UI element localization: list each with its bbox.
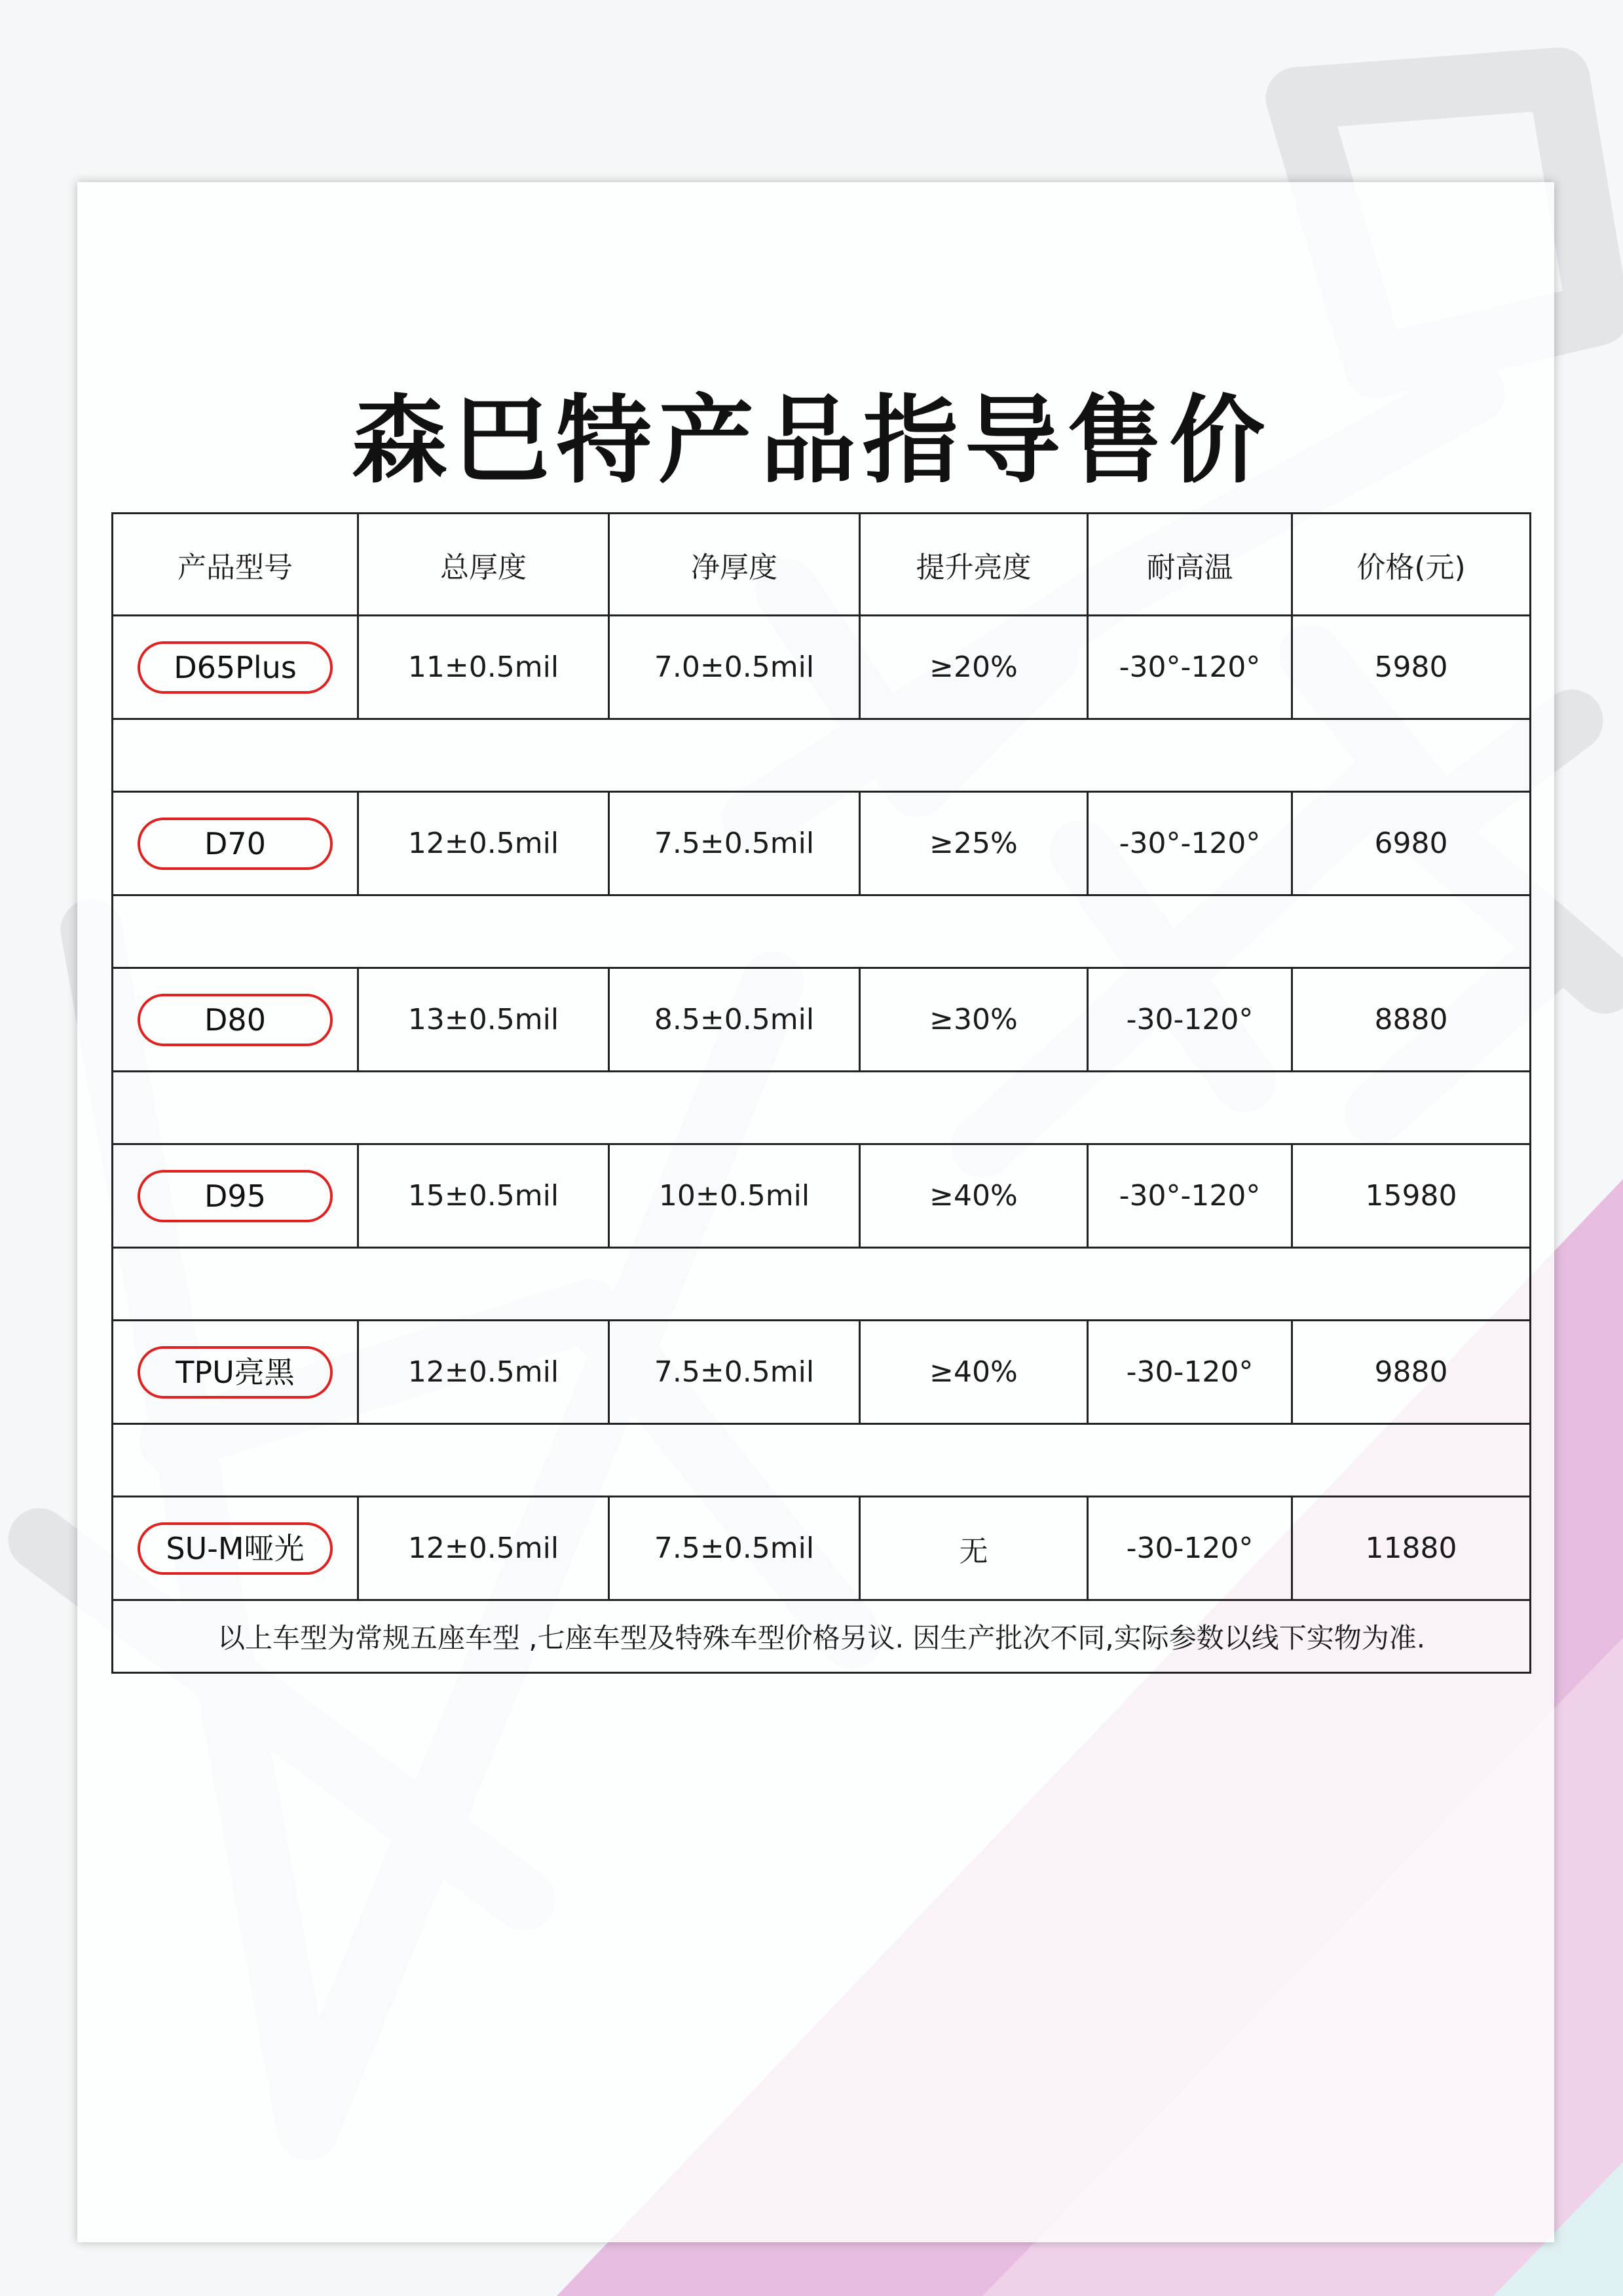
- model-badge: D80: [138, 994, 333, 1046]
- brightness-cell: ≥40%: [860, 1321, 1088, 1424]
- net-thickness-cell: 7.0±0.5mil: [609, 616, 860, 719]
- total-thickness-cell: 12±0.5mil: [358, 792, 609, 895]
- price-table: [111, 512, 1531, 1674]
- total-thickness-cell: 15±0.5mil: [358, 1144, 609, 1248]
- temperature-cell: -30-120°: [1088, 968, 1292, 1072]
- price-cell: 9880: [1292, 1321, 1531, 1424]
- temperature-cell: -30°-120°: [1088, 1144, 1292, 1248]
- table-header-row: [113, 514, 1531, 616]
- header-price: 价格(元): [1292, 514, 1531, 616]
- table-row: [113, 1144, 1531, 1248]
- header-temperature: 耐高温: [1088, 514, 1292, 616]
- spacer-row: [113, 895, 1531, 968]
- footnote-row: [113, 1600, 1531, 1673]
- table-row: [113, 968, 1531, 1072]
- temperature-cell: -30-120°: [1088, 1497, 1292, 1600]
- footnote-text: 以上车型为常规五座车型 ,七座车型及特殊车型价格另议. 因生产批次不同,实际参数以线下实物为准.: [113, 1600, 1531, 1673]
- table-row: [113, 1321, 1531, 1424]
- brightness-cell: ≥25%: [860, 792, 1088, 895]
- brightness-cell: ≥30%: [860, 968, 1088, 1072]
- spacer-row: [113, 719, 1531, 792]
- price-cell: 6980: [1292, 792, 1531, 895]
- spacer-row: [113, 1072, 1531, 1144]
- model-badge: TPU亮黑: [138, 1346, 333, 1399]
- spacer-row: [113, 1424, 1531, 1497]
- total-thickness-cell: 11±0.5mil: [358, 616, 609, 719]
- price-cell: 8880: [1292, 968, 1531, 1072]
- model-badge: SU-M哑光: [138, 1522, 333, 1575]
- price-cell: 5980: [1292, 616, 1531, 719]
- temperature-cell: -30-120°: [1088, 1321, 1292, 1424]
- brightness-cell: 无: [860, 1497, 1088, 1600]
- table-row: [113, 792, 1531, 895]
- net-thickness-cell: 7.5±0.5mil: [609, 792, 860, 895]
- model-badge: D65Plus: [138, 641, 333, 694]
- total-thickness-cell: 12±0.5mil: [358, 1497, 609, 1600]
- net-thickness-cell: 10±0.5mil: [609, 1144, 860, 1248]
- header-net-thickness: 净厚度: [609, 514, 860, 616]
- page-title: 森巴特产品指导售价: [352, 385, 1271, 497]
- header-brightness: 提升亮度: [860, 514, 1088, 616]
- net-thickness-cell: 7.5±0.5mil: [609, 1321, 860, 1424]
- total-thickness-cell: 13±0.5mil: [358, 968, 609, 1072]
- total-thickness-cell: 12±0.5mil: [358, 1321, 609, 1424]
- price-cell: 11880: [1292, 1497, 1531, 1600]
- net-thickness-cell: 8.5±0.5mil: [609, 968, 860, 1072]
- net-thickness-cell: 7.5±0.5mil: [609, 1497, 860, 1600]
- temperature-cell: -30°-120°: [1088, 616, 1292, 719]
- brightness-cell: ≥20%: [860, 616, 1088, 719]
- temperature-cell: -30°-120°: [1088, 792, 1292, 895]
- model-badge: D70: [138, 818, 333, 870]
- header-model: 产品型号: [113, 514, 358, 616]
- table-row: [113, 1497, 1531, 1600]
- price-cell: 15980: [1292, 1144, 1531, 1248]
- header-total-thickness: 总厚度: [358, 514, 609, 616]
- table-row: [113, 616, 1531, 719]
- model-badge: D95: [138, 1170, 333, 1222]
- spacer-row: [113, 1248, 1531, 1321]
- brightness-cell: ≥40%: [860, 1144, 1088, 1248]
